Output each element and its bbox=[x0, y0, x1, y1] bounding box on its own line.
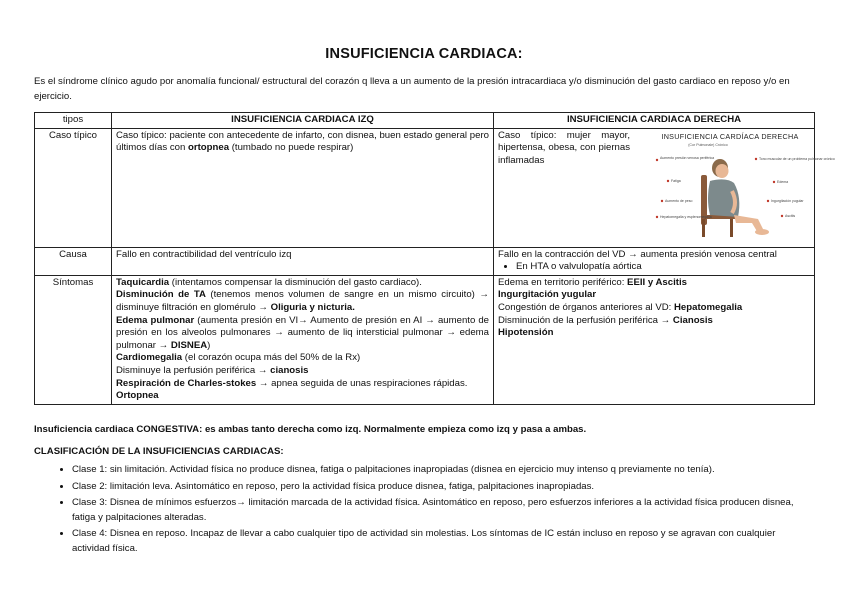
label-dot bbox=[781, 214, 783, 216]
symptom-text: ) bbox=[207, 339, 211, 351]
symptom-line bbox=[116, 289, 489, 314]
symptom-line bbox=[116, 315, 489, 353]
illus-label: Ascitis bbox=[785, 213, 796, 218]
symptom-line bbox=[116, 352, 489, 365]
illus-title: INSUFICIENCIA CARDÍACA DERECHA bbox=[661, 131, 799, 141]
label-dot bbox=[661, 199, 663, 201]
symptom-term: Hepatomegalia bbox=[674, 301, 743, 313]
ortopnea-term: ortopnea bbox=[188, 142, 230, 154]
tipico-der-text: Caso típico: mujer mayor, hipertensa, obesa, con piernas inflamadas bbox=[498, 129, 630, 166]
list-item: • Clase 4: Disnea en reposo. Incapaz de llevar a cabo cualquier tipo de actividad sin molestias. Los síntomas de IC están incluso en reposo y se agravan con cualquier actividad física. bbox=[72, 527, 814, 556]
sintomas-izq-cell bbox=[112, 275, 494, 404]
table-row-causa bbox=[35, 247, 815, 275]
chair-leg bbox=[730, 219, 733, 237]
sintomas-der-cell bbox=[494, 275, 815, 404]
symptom-term: cianosis bbox=[270, 364, 309, 376]
symptom-term: Respiración de Charles-stokes bbox=[116, 377, 257, 389]
tipico-izq-note: (tumbado no puede respirar) bbox=[229, 142, 354, 154]
symptom-term: DISNEA bbox=[170, 339, 208, 351]
symptom-text: Congestión de órganos anteriores al VD: bbox=[498, 301, 674, 313]
label-dot bbox=[656, 158, 658, 160]
illus-label: Ingurgitación yugular bbox=[771, 198, 804, 203]
label-dot bbox=[755, 157, 757, 159]
illus-label: Aumento de peso bbox=[665, 198, 693, 203]
symptom-text: Disminución de la perfusión periférica → bbox=[498, 314, 673, 326]
comparison-table bbox=[34, 112, 835, 405]
symptom-text: (intentamos compensar la disminución del gasto cardiaco). bbox=[169, 276, 422, 288]
causa-izq-cell: Fallo en contractibilidad del ventrículo izq bbox=[112, 247, 494, 275]
row-label-sintomas: Síntomas bbox=[35, 275, 112, 404]
tipico-der-cell bbox=[494, 128, 835, 247]
symptom-line bbox=[116, 390, 489, 403]
tipico-izq-cell bbox=[112, 128, 494, 247]
list-item: • Clase 2: limitación leva. Asintomático en reposo, pero la actividad física produce disnea, fatiga, palpitaciones inapropiadas. bbox=[72, 480, 814, 495]
clasificacion-heading: CLASIFICACIÓN DE LA INSUFICIENCIAS CARDIACAS: bbox=[34, 446, 284, 457]
table-header-row bbox=[35, 113, 815, 129]
symptom-line bbox=[498, 302, 810, 315]
header-der: INSUFICIENCIA CARDIACA DERECHA bbox=[494, 113, 815, 129]
symptom-line: Hipotensión bbox=[498, 327, 554, 339]
header-izq: INSUFICIENCIA CARDIACA IZQ bbox=[112, 113, 494, 129]
symptom-term: EEII y Ascitis bbox=[627, 276, 687, 288]
illus-label: Edema bbox=[777, 179, 789, 184]
table-row-tipico bbox=[35, 128, 815, 247]
illus-label: Aumento presión venosa periférica bbox=[660, 155, 715, 160]
label-dot bbox=[656, 215, 658, 217]
header-tipos: tipos bbox=[35, 113, 112, 129]
illus-subtitle: (Cor Pulmonale) Crónico bbox=[688, 142, 728, 147]
causa-der-text: Fallo en la contracción del VD → aumenta presión venosa central bbox=[498, 248, 777, 260]
list-item: • Clase 1: sin limitación. Actividad física no produce disnea, fatiga o palpitaciones inapropiadas (disnea en ejercicio muy intenso q previamente no tenía). bbox=[72, 463, 814, 478]
illus-label: Tono muscular de un problema pulmonar crónico bbox=[759, 156, 835, 161]
symptom-term: Edema pulmonar bbox=[116, 314, 195, 326]
congestiva-note: Insuficiencia cardiaca CONGESTIVA: es ambas tanto derecha como izq. Normalmente empieza como izq y pasa a ambas. bbox=[34, 424, 587, 435]
symptom-term: Cianosis bbox=[672, 314, 713, 326]
symptom-line: Ingurgitación yugular bbox=[498, 289, 597, 301]
symptom-term: Ortopnea bbox=[116, 390, 159, 402]
causa-der-cell bbox=[494, 247, 815, 275]
symptom-text: Disminuye la perfusión periférica → bbox=[116, 364, 271, 376]
right-heart-failure-illustration bbox=[646, 131, 835, 243]
illus-label: Fatiga bbox=[671, 178, 681, 183]
label-dot bbox=[773, 180, 775, 182]
swollen-feet bbox=[755, 229, 769, 235]
table-row-sintomas bbox=[35, 275, 815, 404]
symptom-text: → apnea seguida de unas respiraciones rápidas. bbox=[256, 377, 468, 389]
label-dot bbox=[667, 179, 669, 181]
illus-label: Hepatomegalia y esplenomegalia bbox=[660, 214, 712, 219]
intro-paragraph: Es el síndrome clínico agudo por anomalía funcional/ estructural del corazón q lleva a un aumento de la presión intracardiaca y/o disminución del gasto cardiaco en reposo y/o en ejercicio. bbox=[34, 76, 790, 102]
list-item: • Clase 3: Disnea de mínimos esfuerzos→ limitación marcada de la actividad física. Asintomático en reposo, pero esfuerzos inferiores a la actividad física producen disnea, fatiga y palpitaciones alteradas. bbox=[72, 496, 814, 525]
symptom-term: Cardiomegalia bbox=[116, 352, 183, 364]
causa-der-list bbox=[498, 261, 810, 274]
clasificacion-list bbox=[34, 463, 814, 558]
symptom-text: Edema en territorio periférico: bbox=[498, 276, 628, 288]
chair-leg bbox=[702, 219, 705, 237]
list-item: • En HTA o valvulopatía aórtica bbox=[516, 261, 810, 274]
symptom-text: (tenemos menos volumen de sangre en un mismo circuito) → disminuye filtración en glomérulo → bbox=[116, 289, 490, 313]
symptom-line bbox=[116, 378, 489, 391]
symptom-term: Taquicardia bbox=[116, 276, 170, 288]
row-label-causa: Causa bbox=[35, 247, 112, 275]
tipico-izq-text: Caso típico: paciente con antecedente de infarto, con disnea, buen estado general pero últimos días con bbox=[116, 129, 489, 154]
symptom-line bbox=[116, 277, 489, 290]
symptom-line bbox=[498, 315, 810, 328]
head bbox=[716, 164, 729, 178]
symptom-term: Disminución de TA bbox=[116, 289, 206, 301]
page-title: INSUFICIENCIA CARDIACA: bbox=[325, 46, 523, 62]
symptom-term: Oliguria y nicturia. bbox=[270, 301, 355, 313]
symptom-line bbox=[498, 277, 810, 290]
row-label-tipico: Caso típico bbox=[35, 128, 112, 247]
symptom-line bbox=[116, 365, 489, 378]
symptom-text: (el corazón ocupa más del 50% de la Rx) bbox=[182, 352, 361, 364]
label-dot bbox=[767, 199, 769, 201]
symptom-text: (aumenta presión en VI→ Aumento de presión en AI → aumento de presión en los alveolos pulmonares → aumento de liq intersticial pulmonar → edema pulmonar → bbox=[116, 314, 489, 351]
